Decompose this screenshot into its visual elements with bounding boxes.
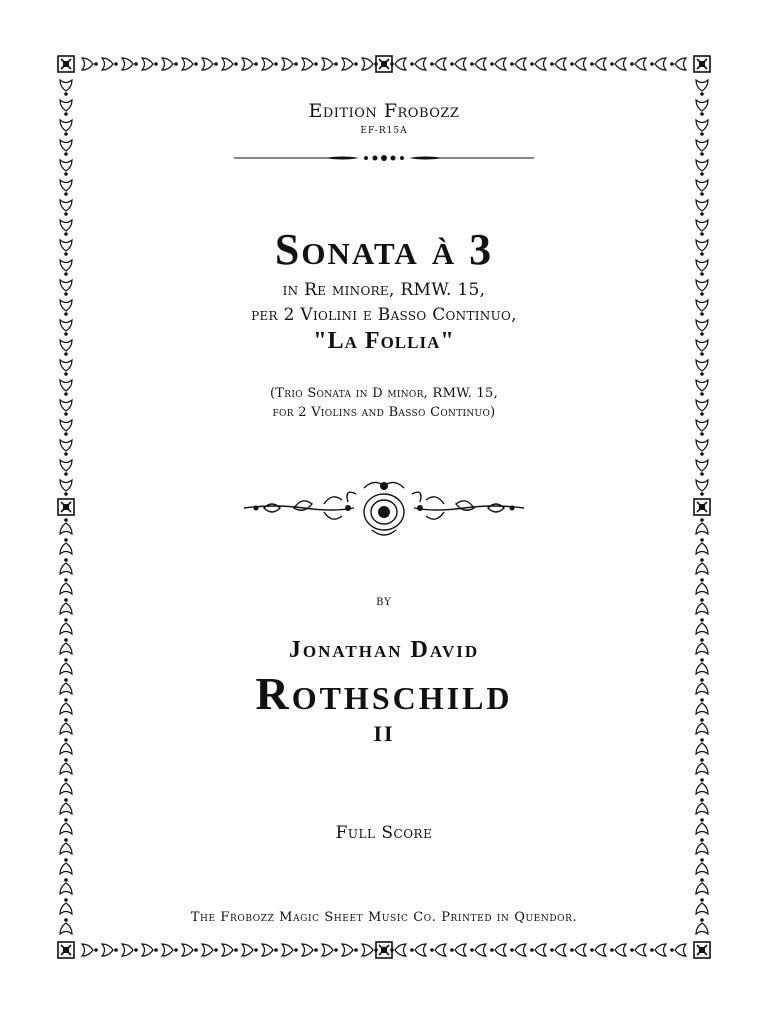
border-leaf-icon — [122, 58, 138, 70]
border-leaf-icon — [60, 140, 72, 156]
border-leaf-icon — [342, 944, 358, 956]
border-leaf-icon — [322, 944, 338, 956]
composer-suffix: II — [373, 721, 395, 746]
border-leaf-icon — [82, 944, 98, 956]
border-leaf-icon — [696, 160, 708, 176]
edition-type: Full Score — [335, 823, 433, 843]
border-leaf-icon — [202, 944, 218, 956]
border-leaf-icon — [262, 58, 278, 70]
border-leaf-icon — [610, 58, 626, 70]
border-leaf-icon — [60, 558, 72, 574]
border-leaf-icon — [182, 58, 198, 70]
translation-line-2: for 2 Violins and Basso Continuo) — [272, 405, 496, 420]
border-rosette-icon — [694, 942, 710, 958]
border-leaf-icon — [510, 58, 526, 70]
border-leaf-icon — [302, 58, 318, 70]
border-rosette-icon — [376, 56, 392, 72]
border-leaf-icon — [60, 360, 72, 376]
border-leaf-icon — [60, 878, 72, 894]
border-leaf-icon — [696, 798, 708, 814]
border-leaf-icon — [470, 944, 486, 956]
publisher-footer: The Frobozz Magic Sheet Music Co. Printed in Quendor. — [190, 910, 578, 925]
border-rosette-icon — [376, 942, 392, 958]
border-leaf-icon — [222, 944, 238, 956]
border-leaf-icon — [696, 180, 708, 196]
border-leaf-icon — [122, 944, 138, 956]
border-leaf-icon — [696, 518, 708, 534]
border-leaf-icon — [262, 944, 278, 956]
border-leaf-icon — [696, 618, 708, 634]
publisher-name: Edition Frobozz — [308, 100, 460, 122]
border-rosette-icon — [694, 56, 710, 72]
border-leaf-icon — [696, 578, 708, 594]
border-leaf-icon — [530, 58, 546, 70]
border-leaf-icon — [322, 58, 338, 70]
border-leaf-icon — [60, 180, 72, 196]
border-leaf-icon — [650, 944, 666, 956]
border-leaf-icon — [60, 460, 72, 476]
border-leaf-icon — [60, 440, 72, 456]
border-rosette-icon — [58, 942, 74, 958]
border-leaf-icon — [530, 944, 546, 956]
border-leaf-icon — [242, 944, 258, 956]
border-leaf-icon — [202, 58, 218, 70]
border-leaf-icon — [102, 58, 118, 70]
border-leaf-icon — [670, 944, 686, 956]
border-leaf-icon — [470, 58, 486, 70]
border-leaf-icon — [60, 200, 72, 216]
border-leaf-icon — [60, 420, 72, 436]
border-leaf-icon — [60, 518, 72, 534]
border-leaf-icon — [102, 944, 118, 956]
border-leaf-icon — [60, 618, 72, 634]
border-leaf-icon — [696, 80, 708, 96]
title-key-line: in Re minore, RMW. 15, — [282, 280, 486, 300]
border-leaf-icon — [696, 420, 708, 436]
border-leaf-icon — [60, 758, 72, 774]
border-leaf-icon — [450, 58, 466, 70]
byline: by — [376, 593, 392, 609]
border-leaf-icon — [430, 58, 446, 70]
wreath-ornament — [244, 474, 524, 542]
border-leaf-icon — [242, 58, 258, 70]
border-leaf-icon — [490, 944, 506, 956]
border-leaf-icon — [222, 58, 238, 70]
sonata-title: Sonata à 3 — [274, 225, 494, 274]
border-leaf-icon — [162, 944, 178, 956]
divider-ornament — [234, 150, 534, 166]
border-leaf-icon — [696, 538, 708, 554]
border-leaf-icon — [590, 58, 606, 70]
border-leaf-icon — [696, 360, 708, 376]
border-leaf-icon — [60, 578, 72, 594]
border-leaf-icon — [550, 944, 566, 956]
border-leaf-icon — [410, 944, 426, 956]
border-leaf-icon — [490, 58, 506, 70]
border-leaf-icon — [60, 778, 72, 794]
border-leaf-icon — [696, 778, 708, 794]
border-leaf-icon — [182, 944, 198, 956]
border-leaf-icon — [696, 480, 708, 496]
border-leaf-icon — [60, 480, 72, 496]
border-leaf-icon — [162, 58, 178, 70]
border-leaf-icon — [610, 944, 626, 956]
border-rosette-icon — [694, 499, 710, 515]
border-leaf-icon — [142, 58, 158, 70]
border-leaf-icon — [696, 200, 708, 216]
border-leaf-icon — [60, 80, 72, 96]
border-leaf-icon — [696, 758, 708, 774]
border-leaf-icon — [282, 58, 298, 70]
border-leaf-icon — [696, 558, 708, 574]
border-leaf-icon — [60, 160, 72, 176]
border-leaf-icon — [670, 58, 686, 70]
border-leaf-icon — [630, 58, 646, 70]
border-rosette-icon — [58, 56, 74, 72]
border-leaf-icon — [696, 140, 708, 156]
border-leaf-icon — [570, 58, 586, 70]
border-leaf-icon — [696, 440, 708, 456]
border-leaf-icon — [60, 858, 72, 874]
border-leaf-icon — [630, 944, 646, 956]
border-leaf-icon — [60, 538, 72, 554]
border-leaf-icon — [550, 58, 566, 70]
border-leaf-icon — [570, 944, 586, 956]
border-leaf-icon — [696, 460, 708, 476]
border-leaf-icon — [142, 944, 158, 956]
border-leaf-icon — [410, 58, 426, 70]
border-leaf-icon — [590, 944, 606, 956]
border-leaf-icon — [510, 944, 526, 956]
border-leaf-icon — [60, 798, 72, 814]
border-leaf-icon — [696, 878, 708, 894]
border-leaf-icon — [302, 944, 318, 956]
translation-line-1: (Trio Sonata in D minor, RMW. 15, — [269, 386, 499, 401]
border-leaf-icon — [450, 944, 466, 956]
border-leaf-icon — [282, 944, 298, 956]
border-leaf-icon — [342, 58, 358, 70]
work-nickname: "La Follia" — [313, 328, 455, 354]
border-leaf-icon — [696, 858, 708, 874]
border-leaf-icon — [82, 58, 98, 70]
composer-surname: Rothschild — [255, 668, 513, 719]
border-rosette-icon — [58, 499, 74, 515]
border-leaf-icon — [650, 58, 666, 70]
title-instrumentation-line: per 2 Violini e Basso Continuo, — [251, 305, 517, 325]
border-leaf-icon — [430, 944, 446, 956]
catalog-number: EF-R15A — [360, 126, 408, 136]
composer-first-names: Jonathan David — [288, 637, 480, 663]
